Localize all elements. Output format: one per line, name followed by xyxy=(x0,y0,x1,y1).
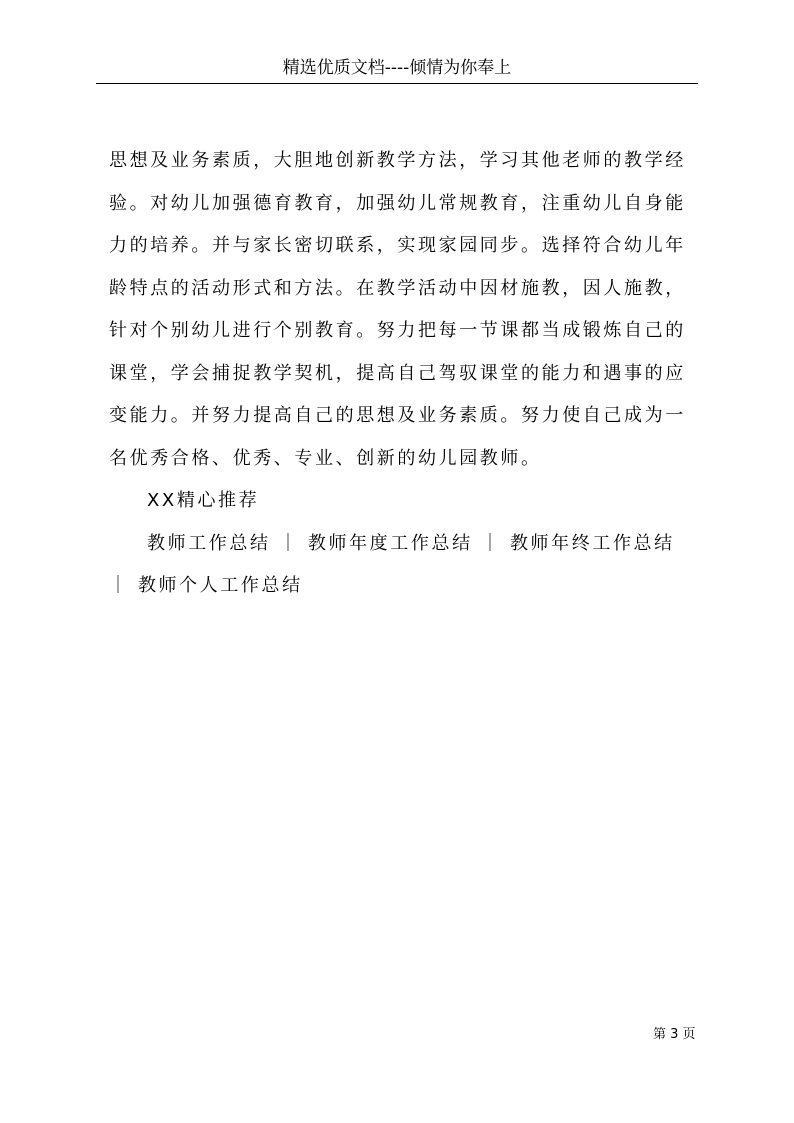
recommend-links-row xyxy=(109,523,709,566)
paragraph-line: 名优秀合格、优秀、专业、创新的幼儿园教师。 xyxy=(109,447,542,469)
paragraph-line: 变能力。并努力提高自己的思想及业务素质。努力使自己成为一 xyxy=(109,405,686,426)
link-separator: ｜ xyxy=(109,575,130,596)
recommend-link[interactable]: 教师年终工作总结 xyxy=(509,532,675,554)
link-separator: ｜ xyxy=(278,532,300,554)
paragraph-line: 针对个别幼儿进行个别教育。努力把每一节课都当成锻炼自己的 xyxy=(109,320,686,341)
recommend-link[interactable]: 教师年度工作总结 xyxy=(307,532,473,554)
paragraph-line: 龄特点的活动形式和方法。在教学活动中因材施教，因人施教， xyxy=(109,277,686,299)
recommend-links-row xyxy=(109,565,709,608)
paragraph-line: 思想及业务素质，大胆地创新教学方法，学习其他老师的教学经 xyxy=(109,150,686,171)
recommend-link[interactable]: 教师工作总结 xyxy=(147,532,271,554)
link-separator: ｜ xyxy=(481,532,502,554)
header-title: 精选优质文档----倾情为你奉上 xyxy=(282,58,512,78)
page-header xyxy=(96,0,698,84)
recommend-link[interactable]: 教师个人工作总结 xyxy=(137,575,303,596)
document-body xyxy=(109,140,709,608)
page-number: 第 3 页 xyxy=(653,1027,696,1042)
paragraph-line: 力的培养。并与家长密切联系，实现家园同步。选择符合幼儿年 xyxy=(109,235,686,256)
recommend-title: XX精心推荐 xyxy=(147,490,260,511)
paragraph-line: 验。对幼儿加强德育教育，加强幼儿常规教育，注重幼儿自身能 xyxy=(109,192,686,214)
paragraph-line: 课堂，学会捕捉教学契机，提高自己驾驭课堂的能力和遇事的应 xyxy=(109,362,686,384)
